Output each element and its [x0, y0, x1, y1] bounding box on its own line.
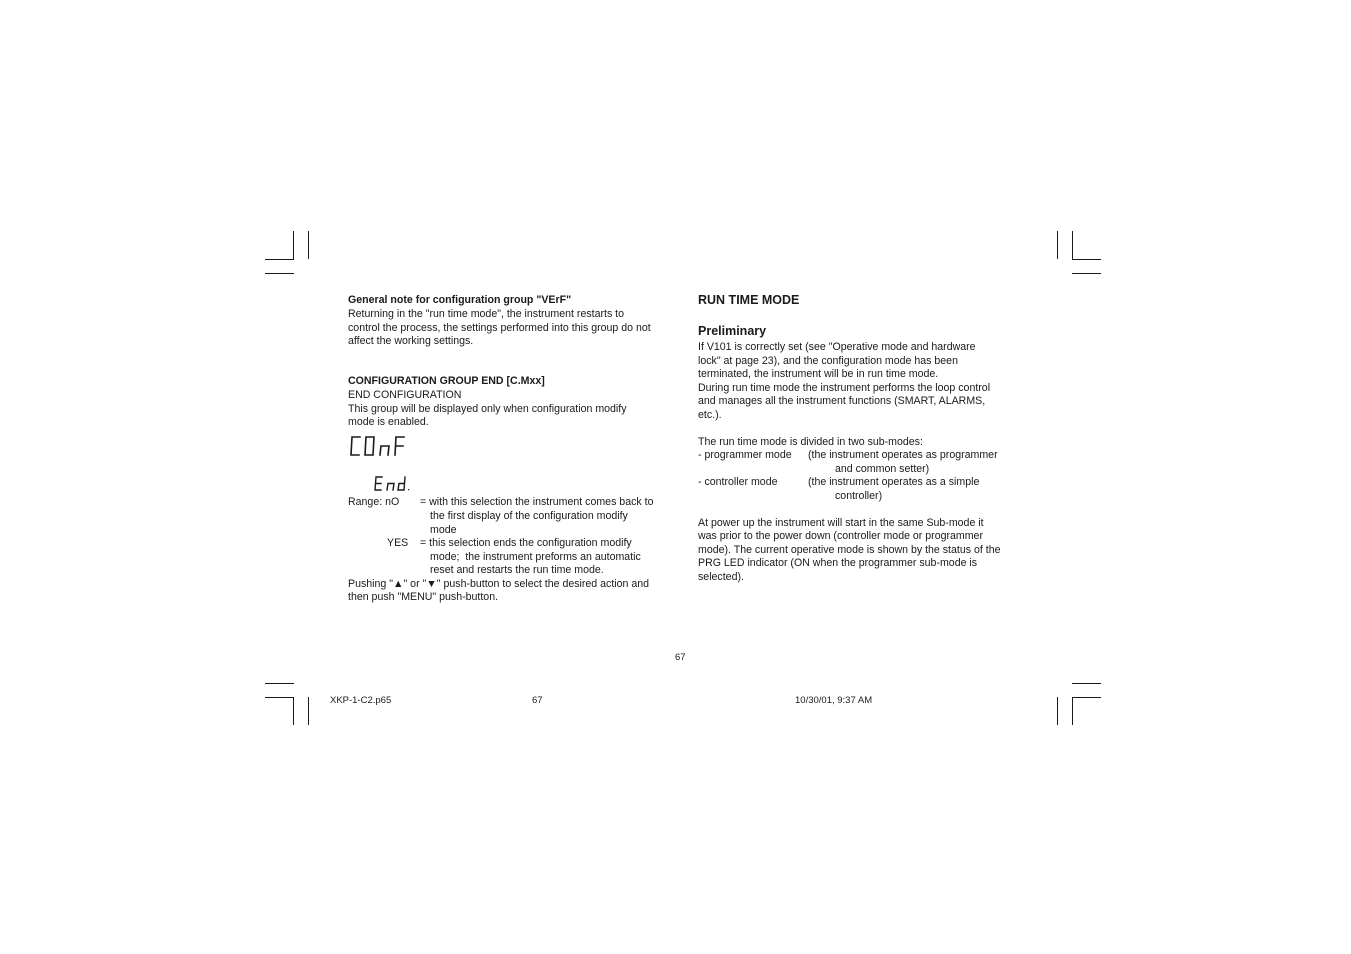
submode-desc: controller): [835, 489, 883, 502]
range-yes-line: reset and restarts the run time mode.: [430, 564, 604, 576]
submodes-intro: The run time mode is divided in two sub-modes:: [698, 435, 923, 448]
para1-line: terminated, the instrument will be in run time mode.: [698, 368, 939, 380]
push-line: Pushing "▲" or "▼" push-button to select the desired action and: [348, 577, 650, 590]
group-heading: CONFIGURATION GROUP END [C.Mxx]: [348, 375, 545, 387]
range-yes-label: YES: [387, 537, 409, 549]
range-no-line: mode: [430, 523, 457, 536]
para2-line: PRG LED indicator (ON when the programmer sub-mode is: [698, 557, 978, 569]
range-no-line: = with this selection the instrument comes back to: [420, 496, 654, 508]
note-line: control the process, the settings performed into this group do not: [348, 321, 651, 334]
push-line: then push "MENU" push-button.: [348, 591, 499, 603]
group-line: END CONFIGURATION: [348, 389, 462, 401]
para2-line: At power up the instrument will start in the same Sub-mode it: [698, 516, 984, 529]
para1-line: During run time mode the instrument performs the loop control: [698, 381, 991, 394]
para1-line: etc.).: [698, 408, 722, 421]
page-number: 67: [675, 652, 686, 663]
submode-name: - programmer mode: [698, 449, 792, 461]
submode-name: - controller mode: [698, 476, 778, 488]
range-label: Range: nO: [348, 496, 400, 508]
submode-desc: (the instrument operates as programmer: [808, 449, 998, 461]
para1-line: lock" at page 23), and the configuration mode has been: [698, 354, 958, 367]
section-title: RUN TIME MODE: [698, 293, 800, 307]
range-yes-line: = this selection ends the configuration modify: [420, 537, 632, 549]
footer-timestamp: 10/30/01, 9:37 AM: [795, 695, 873, 706]
range-yes-line: mode; the instrument preforms an automatic: [430, 550, 641, 563]
para2-line: was prior to the power down (controller mode or programmer: [698, 530, 983, 542]
footer-file: XKP-1-C2.p65: [330, 695, 392, 706]
para2-line: mode). The current operative mode is shown by the status of the: [698, 543, 1001, 556]
para1-line: and manages all the instrument functions (SMART, ALARMS,: [698, 395, 986, 407]
para2-line: selected).: [698, 570, 744, 583]
submode-desc: (the instrument operates as a simple: [808, 476, 980, 488]
note-line: Returning in the "run time mode", the instrument restarts to: [348, 308, 625, 320]
para1-line: If V101 is correctly set (see "Operative mode and hardware: [698, 341, 976, 353]
note-heading: General note for configuration group "VErF": [348, 294, 572, 306]
lcd-display-end: [373, 476, 413, 492]
range-no-line: the first display of the configuration modify: [430, 510, 628, 522]
footer-page: 67: [532, 695, 543, 706]
group-line: This group will be displayed only when configuration modify: [348, 402, 627, 415]
group-line: mode is enabled.: [348, 416, 429, 428]
submode-desc: and common setter): [835, 462, 930, 475]
section-subtitle: Preliminary: [698, 324, 767, 338]
note-line: affect the working settings.: [348, 335, 474, 347]
lcd-display-conf: [349, 435, 411, 457]
